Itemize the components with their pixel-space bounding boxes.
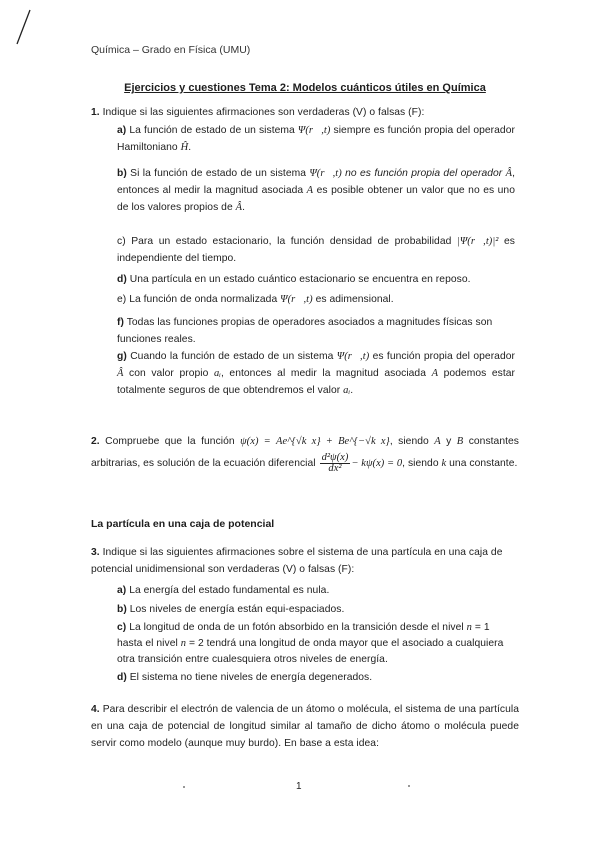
item-text: , entonces al medir la magnitud asociada — [220, 368, 426, 379]
math-operator: Â — [235, 202, 243, 213]
item-text: La energía del estado fundamental es nula. — [129, 585, 330, 596]
q1-item-e — [117, 291, 515, 308]
item-label: d) — [117, 274, 127, 285]
q1-number: 1. — [91, 107, 100, 118]
item-text: con valor propio — [129, 368, 209, 379]
q1-item-d — [117, 271, 515, 288]
equation-rest: − kψ(x) = 0 — [351, 458, 403, 469]
item-text: Para un estado estacionario, la función densidad de probabilidad — [131, 236, 452, 247]
item-text: . — [188, 142, 192, 153]
item-text: una constante. — [449, 458, 518, 469]
math-psi: Ψ(r⃗,t) — [309, 168, 342, 179]
q2-block — [91, 431, 519, 475]
item-label: d) — [117, 672, 127, 683]
q3-item-c — [117, 620, 515, 668]
scan-speck — [408, 785, 410, 787]
item-label: b) — [117, 168, 127, 179]
item-text: podemos estar totalmente seguros de que obtendremos el valor — [117, 368, 515, 396]
page-number: 1 — [296, 781, 302, 792]
item-text: , entonces al medir la magnitud asociada — [117, 168, 515, 196]
math-psi: Ψ(r⃗,t) — [297, 125, 331, 136]
section-heading: La partícula en una caja de potencial — [91, 518, 275, 530]
item-text: Si la función de estado de un sistema — [130, 168, 307, 179]
item-text: El sistema no tiene niveles de energía degenerados. — [129, 672, 373, 683]
item-text: es función propia del operador — [372, 351, 515, 362]
item-text: no es función propia del operador — [345, 168, 503, 179]
item-text: , siendo — [389, 436, 429, 447]
item-text: , siendo — [402, 458, 439, 469]
q1-item-g — [117, 348, 515, 399]
item-text: siempre es función propia del operador Hamiltoniano — [117, 125, 515, 153]
item-text: Cuando la función de estado de un sistema — [130, 351, 334, 362]
q4-number: 4. — [91, 704, 100, 715]
math-probability-density: |Ψ(r⃗,t)|² — [456, 236, 499, 247]
q1-item-a — [117, 122, 515, 156]
document-title: Ejercicios y cuestiones Tema 2: Modelos cuánticos útiles en Química — [124, 82, 486, 94]
item-text: y — [446, 436, 452, 447]
item-text: es independiente del tiempo. — [117, 236, 515, 264]
math-eigenvalue: aᵢ — [343, 385, 351, 396]
item-text: es posible obtener un valor que no es uno de los valores propios de — [117, 185, 515, 213]
q2-number: 2. — [91, 436, 100, 447]
item-label: g) — [117, 351, 127, 362]
math-hamiltonian: Ĥ — [180, 142, 189, 153]
math-operator: Â — [505, 168, 513, 179]
item-label: f) — [117, 317, 124, 328]
equation-numerator: d²ψ(x) — [321, 452, 349, 464]
math-magnitude: A — [306, 185, 314, 196]
item-text: Compruebe que la función — [105, 436, 235, 447]
math-constant-b: B — [456, 436, 464, 447]
item-text: Una partícula en un estado cuántico estacionario se encuentra en reposo. — [129, 274, 471, 285]
item-text: Los niveles de energía están equi-espaciados. — [129, 604, 345, 615]
item-label: c) — [117, 236, 126, 247]
math-n: n — [466, 622, 472, 633]
q1-item-b — [117, 165, 515, 216]
q1-intro — [91, 104, 519, 121]
item-text: La función de estado de un sistema — [129, 125, 295, 136]
q1-item-c — [117, 233, 515, 267]
item-label: c) — [117, 622, 127, 633]
q3-intro — [91, 544, 511, 578]
q4-text: Para describir el electrón de valencia de un átomo o molécula, el sistema de una partícula en una caja de potencial de longitud similar al tamaño de dicho átomo o molécula puede servir como modelo (aunque muy burdo). En base a esta idea: — [91, 704, 519, 749]
math-psi: Ψ(r⃗,t) — [280, 294, 313, 305]
q1-intro-text: Indique si las siguientes afirmaciones son verdaderas (V) o falsas (F): — [102, 107, 425, 118]
differential-equation — [319, 452, 403, 475]
math-psi: Ψ(r⃗,t) — [336, 351, 370, 362]
math-n: n — [180, 638, 187, 649]
item-text: La función de onda normalizada — [129, 294, 278, 305]
item-text: . — [242, 202, 246, 213]
math-wavefunction: ψ(x) = Ae^{√k x} + Be^{−√k x} — [240, 436, 390, 447]
q3-item-a — [117, 582, 515, 599]
math-operator: Â — [117, 368, 124, 379]
equation-denominator: dx² — [328, 463, 342, 475]
item-text: = 2 tendrá una longitud de onda mayor que el asociado a cualquiera otra transición entre cualesquiera otros niveles de energía. — [117, 638, 504, 665]
equation-fraction — [320, 453, 351, 474]
item-text: es adimensional. — [315, 294, 394, 305]
item-text: La longitud de onda de un fotón absorbido en la transición desde el nivel — [129, 622, 464, 633]
q1-item-f — [117, 314, 515, 348]
item-text: constantes arbitrarias, es solución de la ecuación diferencial — [91, 436, 519, 469]
q3-item-d — [117, 669, 515, 686]
item-text: Todas las funciones propias de operadores asociados a magnitudes físicas son funciones reales. — [117, 317, 493, 345]
item-text: = 1 hasta el nivel — [117, 622, 490, 649]
math-magnitude: A — [431, 368, 439, 379]
q4-block — [91, 701, 519, 752]
item-label: a) — [117, 125, 127, 136]
math-constant-k: k — [441, 458, 447, 469]
scan-speck — [183, 786, 185, 788]
item-label: a) — [117, 585, 127, 596]
q3-number: 3. — [91, 547, 100, 558]
q3-item-b — [117, 601, 515, 618]
item-text: . — [350, 385, 354, 396]
q3-intro-text: Indique si las siguientes afirmaciones sobre el sistema de una partícula en una caja de potencial unidimensional son verdaderas (V) o falsas (F): — [91, 547, 503, 575]
pen-mark — [8, 8, 38, 48]
item-label: e) — [117, 294, 127, 305]
page-header: Química – Grado en Física (UMU) — [91, 44, 251, 56]
math-eigenvalue: aᵢ — [213, 368, 221, 379]
math-constant-a: A — [434, 436, 441, 447]
item-label: b) — [117, 604, 127, 615]
